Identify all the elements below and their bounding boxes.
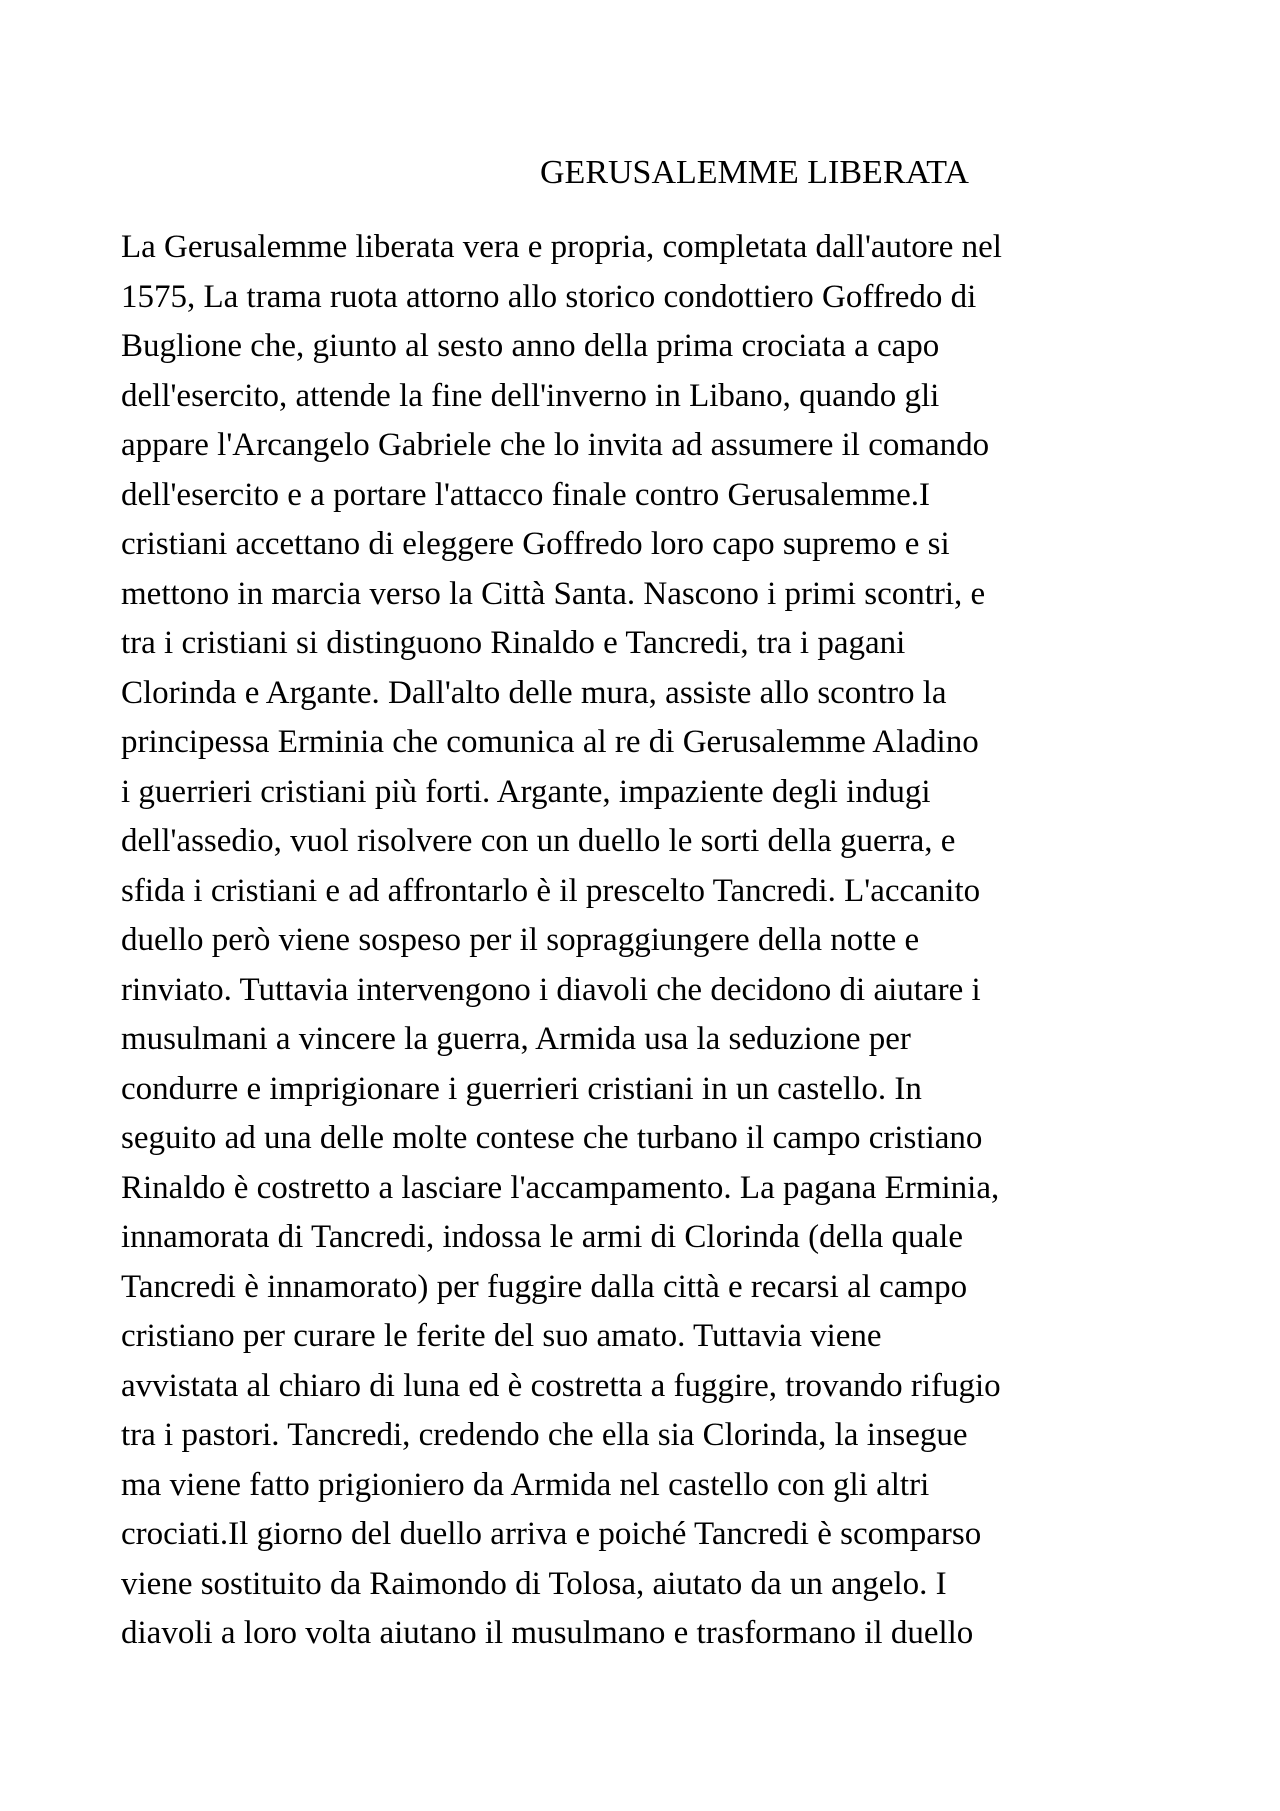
text-line: tra i cristiani si distinguono Rinaldo e Tancredi, tra i pagani	[121, 625, 906, 661]
text-line: musulmani a vincere la guerra, Armida usa la seduzione per	[121, 1021, 911, 1057]
text-line: 1575, La trama ruota attorno allo storico condottiero Goffredo di	[121, 278, 977, 315]
text-line: ma viene fatto prigioniero da Armida nel castello con gli altri	[121, 1466, 930, 1503]
text-line: Clorinda e Argante. Dall'alto delle mura, assiste allo scontro la	[121, 674, 947, 711]
text-line: viene sostituito da Raimondo di Tolosa, aiutato da un angelo. I	[121, 1565, 947, 1602]
text-line: dell'assedio, vuol risolvere con un duello le sorti della guerra, e	[121, 823, 956, 859]
text-line: avvistata al chiaro di luna ed è costretta a fuggire, trovando rifugio	[121, 1367, 1001, 1404]
text-line: Buglione che, giunto al sesto anno della prima crociata a capo	[121, 328, 940, 364]
text-line: sfida i cristiani e ad affrontarlo è il prescelto Tancredi. L'accanito	[121, 872, 981, 909]
text-line: Tancredi è innamorato) per fuggire dalla città e recarsi al campo	[121, 1268, 968, 1305]
text-line: duello però viene sospeso per il sopraggiungere della notte e	[121, 922, 920, 958]
document-title: GERUSALEMME LIBERATA	[540, 154, 969, 191]
text-line: mettono in marcia verso la Città Santa. Nascono i primi scontri, e	[121, 575, 986, 612]
text-line: diavoli a loro volta aiutano il musulmano e trasformano il duello	[121, 1615, 974, 1651]
text-line: innamorata di Tancredi, indossa le armi di Clorinda (della quale	[121, 1219, 963, 1255]
text-line: i guerrieri cristiani più forti. Argante, impaziente degli indugi	[121, 773, 931, 810]
text-line: dell'esercito, attende la fine dell'inverno in Libano, quando gli	[121, 377, 940, 414]
text-line: dell'esercito e a portare l'attacco finale contro Gerusalemme.I	[121, 476, 930, 513]
text-line: La Gerusalemme liberata vera e propria, completata dall'autore nel	[121, 229, 1002, 265]
text-line: principessa Erminia che comunica al re di Gerusalemme Aladino	[121, 724, 979, 760]
text-line: Rinaldo è costretto a lasciare l'accampamento. La pagana Erminia,	[121, 1169, 1000, 1206]
text-line: appare l'Arcangelo Gabriele che lo invita ad assumere il comando	[121, 427, 990, 463]
text-line: crociati.Il giorno del duello arriva e poiché Tancredi è scomparso	[121, 1516, 982, 1552]
text-line: tra i pastori. Tancredi, credendo che ella sia Clorinda, la insegue	[121, 1417, 968, 1453]
text-line: rinviato. Tuttavia intervengono i diavoli che decidono di aiutare i	[121, 971, 981, 1008]
document-body	[121, 223, 1181, 1659]
text-line: condurre e imprigionare i guerrieri cristiani in un castello. In	[121, 1070, 922, 1107]
text-line: seguito ad una delle molte contese che turbano il campo cristiano	[121, 1120, 983, 1156]
text-line: cristiano per curare le ferite del suo amato. Tuttavia viene	[121, 1318, 882, 1354]
text-line: cristiani accettano di eleggere Goffredo loro capo supremo e si	[121, 526, 950, 562]
